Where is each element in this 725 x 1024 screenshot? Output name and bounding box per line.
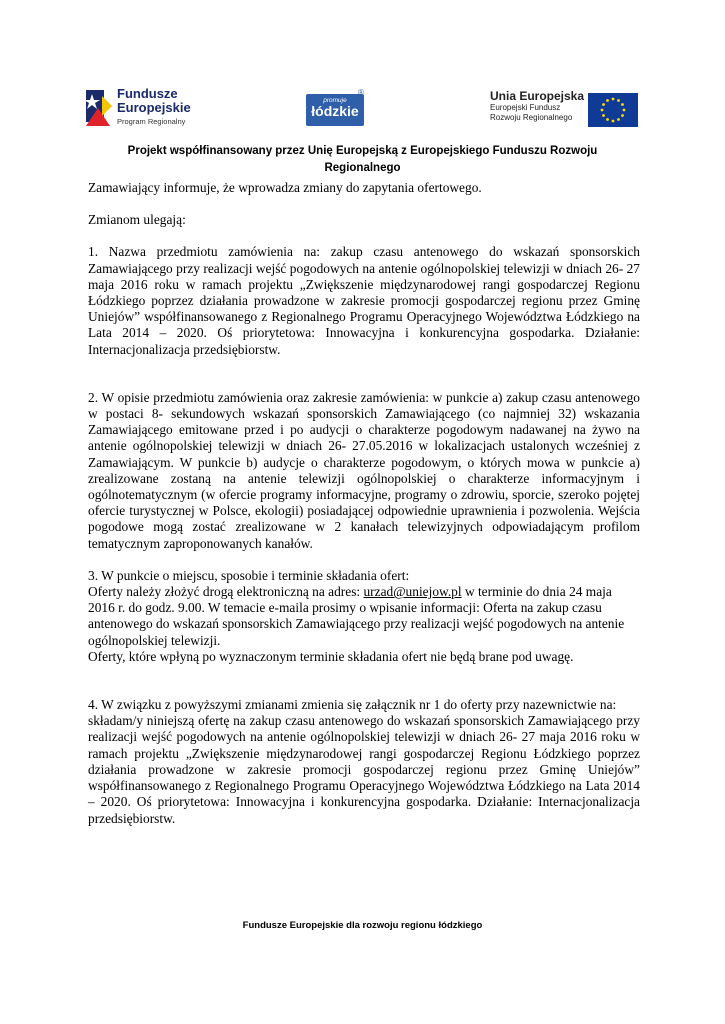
point-3-paragraph bbox=[88, 584, 640, 649]
lodzkie-logo-big: łódzkie bbox=[311, 103, 359, 119]
point-4-heading: 4. W związku z powyższymi zmianami zmienia się załącznik nr 1 do oferty przy nazewnictwie na: bbox=[88, 697, 617, 713]
fundusze-europejskie-logo bbox=[84, 84, 214, 130]
document-body bbox=[88, 180, 640, 827]
logo-bar bbox=[0, 84, 725, 132]
lodzkie-logo-small: promuje bbox=[323, 97, 347, 104]
footer-text: Fundusze Europejskie dla rozwoju regionu łódzkiego bbox=[242, 920, 483, 931]
email-link[interactable]: urzad@uniejow.pl bbox=[363, 584, 462, 600]
point-3-heading: 3. W punkcie o miejscu, sposobie i terminie składania ofert: bbox=[88, 567, 410, 583]
eu-logo-line1: Europejski Fundusz bbox=[490, 103, 561, 112]
point-3-late-offers: Oferty, które wpłyną po wyznaczonym terminie składania ofert nie będą brane pod uwagę. bbox=[88, 648, 574, 664]
document-title: Projekt współfinansowany przez Unię Europejską z Europejskiego Funduszu Rozwoju Regionalnego bbox=[127, 145, 598, 174]
eu-logo-title: Unia Europejska bbox=[490, 89, 585, 103]
intro-paragraph: Zamawiający informuje, że wprowadza zmiany do zapytania ofertowego. bbox=[88, 180, 482, 195]
fe-logo-line2: Europejskie bbox=[117, 100, 191, 115]
point-2-paragraph: 2. W opisie przedmiotu zamówienia oraz zakresie zamówienia: w punkcie a) zakup czasu antenowego w postaci 8- sekundowych wskazań sponsorskich Zamawiającego (co najmniej 32) wskazania Zamawiającego emitowane przed i po audycji o charakterze pogodowym nadawanej na żywo na antenie ogólnopolskiej telewizji w dniach 26- 27.05.2016 w lokalizacjach ustalonych wcześniej z Zamawiającym. W punkcie b) audycje o charakterze pogodowym, o których mowa w punkcie a) zrealizowane zostaną na antenie telewizji ogólnopolskiej o charakterze informacyjnym i ogólnotematycznym (w ofercie programy informacyjne, programy o zdrowiu, sporcie, szeroko pojętej ofercie turystycznej w Polsce, ekologii) posiadającej odpowiednie uprawnienia i pozwolenia. Wejścia pogodowe mogą zostać zrealizowane w 2 kanałach telewizyjnych odpowiadającym profilom tematycznym zaproponowanych kanałów. bbox=[88, 389, 640, 551]
point-1-paragraph: 1. Nazwa przedmiotu zamówienia na: zakup czasu antenowego do wskazań sponsorskich Zamawiającego przy realizacji wejść pogodowych na antenie ogólnopolskiej telewizji w dniach 26- 27 maja 2016 roku w ramach projektu „Zwiększenie międzynarodowej rangi gospodarczej Regionu Łódzkiego poprzez działania prowadzone w zakresie promocji gospodarczej regionu przez Gminę Uniejów” współfinansowanego z Regionalnego Programu Operacyjnego Województwa Łódzkiego na Lata 2014 – 2020. Oś priorytetowa: Innowacyjna i konkurencyjna gospodarka. Działanie: Internacjonalizacja przedsiębiorstw. bbox=[88, 244, 640, 357]
fe-logo-sub: Program Regionalny bbox=[117, 117, 186, 126]
registered-mark: ® bbox=[358, 88, 364, 97]
changes-heading: Zmianom ulegają: bbox=[88, 212, 186, 228]
eu-flag-icon bbox=[588, 93, 638, 127]
fe-star-mark-icon bbox=[84, 86, 114, 126]
point-3-text-after: w terminie do dnia 24 maja 2016 r. do godz. 9.00. W temacie e-maila prosimy o wpisanie informacji: Oferta na zakup czasu antenowego do wskazań sponsorskich Zamawiającego przy realizacji wejść pogodowych na antenie ogólnopolskiej telewizji. bbox=[88, 584, 625, 648]
eu-logo-line2: Rozwoju Regionalnego bbox=[490, 113, 573, 122]
eu-logo-text bbox=[490, 90, 584, 123]
fe-logo-line1: Fundusze bbox=[117, 86, 178, 101]
point-4-paragraph: składam/y niniejszą ofertę na zakup czasu antenowego do wskazań sponsorskich Zamawiającego przy realizacji wejść pogodowych na antenie ogólnopolskiej telewizji w dniach 26- 27 maja 2016 roku w ramach projektu „Zwiększenie międzynarodowej rangi gospodarczej Regionu Łódzkiego poprzez działania prowadzone w zakresie promocji gospodarczej regionu przez Gminę Uniejów” współfinansowanego z Regionalnego Programu Operacyjnego Województwa Łódzkiego na Lata 2014 – 2020. Oś priorytetowa: Innowacyjna i konkurencyjna gospodarka. Działanie: Internacjonalizacja przedsiębiorstw. bbox=[88, 713, 640, 826]
promuje-lodzkie-logo bbox=[306, 94, 364, 126]
point-3-text-before: Oferty należy złożyć drogą elektroniczną na adres: bbox=[88, 584, 364, 600]
